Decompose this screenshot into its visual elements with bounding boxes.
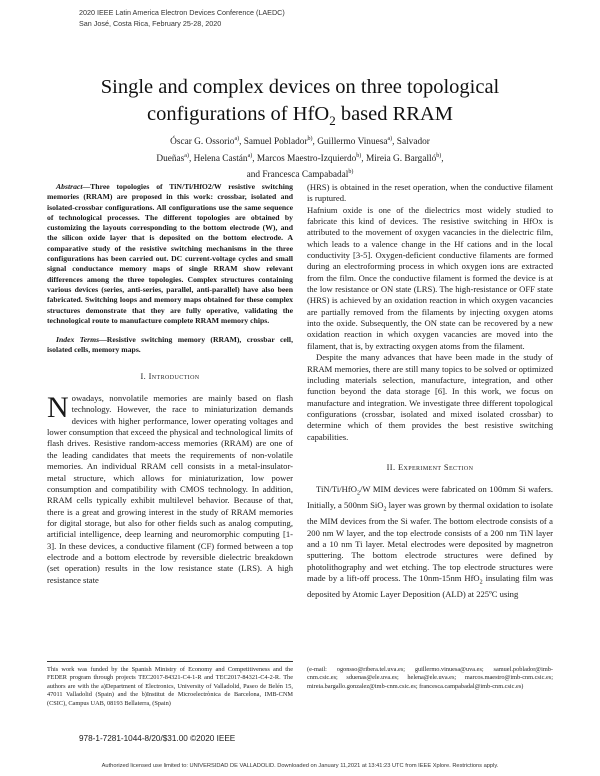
footnote-rule-left xyxy=(47,661,293,662)
index-terms-label: Index Terms— xyxy=(56,335,107,345)
experiment-paragraph: TiN/Ti/HfO$_2$/W MIM devices were fabricated on 100mm Si wafers. Initially, a 500nm SiO$_2$ layer was grown by thermal oxidation to isolate the MIM devices from the Si wafer. The bottom electrode consists of a 200 nm W layer, and the top electrode consists of a 200 nm TiN layer and a 10 nm Ti layer. Metal electrodes were deposited by magnetron sputtering. The bottom electrode structures were defined by photolithography and wet etching. The top electrode structures were made by a lift-off process. The 10nm-15nm HfO$_2$ insulating film was deposited by Atomic Layer Deposition (ALD) at 225ºC using xyxy=(307,484,553,600)
right-column xyxy=(307,182,553,601)
left-column xyxy=(47,182,293,586)
paper-title xyxy=(40,74,560,134)
section-heading-introduction: I. Introduction xyxy=(140,371,200,381)
license-notice: Authorized licensed use limited to: UNIVERSIDAD DE VALLADOLID. Downloaded on January 11,2021 at 13:41:23 UTC from IEEE Xplore. Restrictions apply. xyxy=(101,763,499,769)
index-terms xyxy=(47,335,293,356)
section-heading-experiment: II. Experiment Section xyxy=(386,462,474,472)
author-line-3: and Francesca Campabadal$^{b)}$ xyxy=(246,169,354,181)
index-terms-text: Resistive switching memory (RRAM), crossbar cell, isolated cells, memory maps. xyxy=(47,335,293,355)
isbn-copyright: 978-1-7281-1044-8/20/$31.00 ©2020 IEEE xyxy=(79,734,236,743)
drop-cap: N xyxy=(47,391,69,425)
author-line-2: Dueñas$^{a)}$, Helena Castán$^{a)}$, Marcos Maestro-Izquierdo$^{b)}$, Mireia G. Bargalló$^{b)}$, xyxy=(156,152,444,164)
abstract-label: Abstract— xyxy=(56,182,91,191)
title-line-1: Single and complex devices on three topological xyxy=(100,76,500,98)
conference-location: San José, Costa Rica, February 25-28, 2020 xyxy=(79,19,222,28)
funding-footnote: This work was funded by the Spanish Ministry of Economy and Competitiveness and the FEDER program through projects TEC2017-84321-C4-1-R and TEC2017-84321-C4-2-R. The authors are with the a)Department of Electronics, University of Valladolid, Paseo de Belén 15, 47011 Valladolid (Spain) and the b)Institut de Microelectrònica de Barcelona, IMB-CNM (CSIC), Campus UAB, 08193 Bellaterra, (Spain) xyxy=(47,666,293,707)
intro-paragraph: Nowadays, nonvolatile memories are mainly based on flash technology. However, the race to miniaturization demands devices with higher performance, lower operating voltages and lower consumption that exceed the physical and technological limits of flash drives. Resistive random-access memories (RRAM) are one of the leading candidates that meets the requirements of non-volatile memories. An individual RRAM cell consists in a metal-insulator-metal structure, which allows for miniaturization, low power consumption and compatibility with CMOS technology. In addition, RRAM cells typically exhibit multilevel behavior. Because of that, there is a great and growing interest in the study of RRAM memories for digital storage, but also for other fields such as analog computing, artificial intelligence, deep learning and neuromorphic computing [1-3]. In these devices, a conductive filament (CF) formed between a top electrode and a bottom electrode by reversible dielectric breakdown (set operation) results in the low resistance state (LRS). A high resistance state xyxy=(47,391,293,585)
col2-paragraph-1: Hafnium oxide is one of the dielectrics most widely studied to fabricate this kind of devices. The resistive switching in HfOx is attributed to the movement of oxygen vacancies in the dielectric film, which leads to a valence change in the Hf cations and in the local conductivity [3-5]. Oxygen-deficient conductive filaments are formed during an electroforming process in which oxygen ions are extracted from the film. Once the conductive filament is formed the device is at the low resistance or ON state (LRS). The high-resistance or OFF state (HRS) is achieved by an oxidation reaction in which oxygen vacancies are partially removed from the filaments by injecting oxygen atoms into the oxide. Subsequently, the ON state can be recovered by a new oxidation reaction in which oxygen vacancies are moved into the filament, that is, by extracting oxygen atoms from the filament. xyxy=(307,204,553,351)
author-line-1: Óscar G. Ossorio$^{a)}$, Samuel Poblador$^{b)}$, Guillermo Vinuesa$^{a)}$, Salvador xyxy=(170,136,430,148)
email-footnote: (e-mail: ogonsso@ribera.tel.uva.es; guillermo.vinuesa@uva.es; samuel.poblador@imb-cnm.csic.es; sduenas@ele.uva.es; helena@ele.uva.es; marcos.maestro@imb-cnm.csic.es; mireia.bargallo.gonzalez@imb-cnm.csic.es; francesca.campabadal@imb-cnm.csic.es) xyxy=(307,666,553,690)
author-list xyxy=(70,133,530,183)
conference-name: 2020 IEEE Latin America Electron Devices Conference (LAEDC) xyxy=(79,8,285,17)
title-line-2: configurations of HfO$_2$ based RRAM xyxy=(147,103,453,129)
col2-paragraph-0: (HRS) is obtained in the reset operation, when the conductive filament is ruptured. xyxy=(307,182,553,204)
col2-paragraph-2: Despite the many advances that have been made in the study of RRAM memories, there are still many topics to be solved or optimized including materials selection, manufacture, integration, and other function beyond the data storage [6]. In this work, we focus on manufacture and integration. We investigate three different topological configurations (crossbar, isolated and mixed isolated crossbar) to determine which of them provides the best resistive switching capabilities. xyxy=(307,352,553,442)
abstract xyxy=(47,182,293,326)
abstract-text: Three topologies of TiN/Ti/HfO2/W resistive switching memories (RRAM) are proposed in this work: crossbar, isolated and isolated-crossbar configurations. All configurations use the same sequence of technological processes. The different topologies are obtained by customizing the layouts corresponding to the bottom electrode (W), and the silicon oxide layer that is deposited on the bottom electrode. A comparative study of the resistive switching mechanisms in the three configurations has been carried out. DC current-voltage cycles and small signal conductance memory maps of single RRAM show relevant differences among the three topologies. Complex structures containing various devices (series, anti-series, parallel, anti-parallel) have also been fabricated. Switching loops and memory maps obtained for these complex structures demonstrate that they are fully operative, validating the technological route to manufacture complete RRAM memory chips. xyxy=(47,182,293,325)
